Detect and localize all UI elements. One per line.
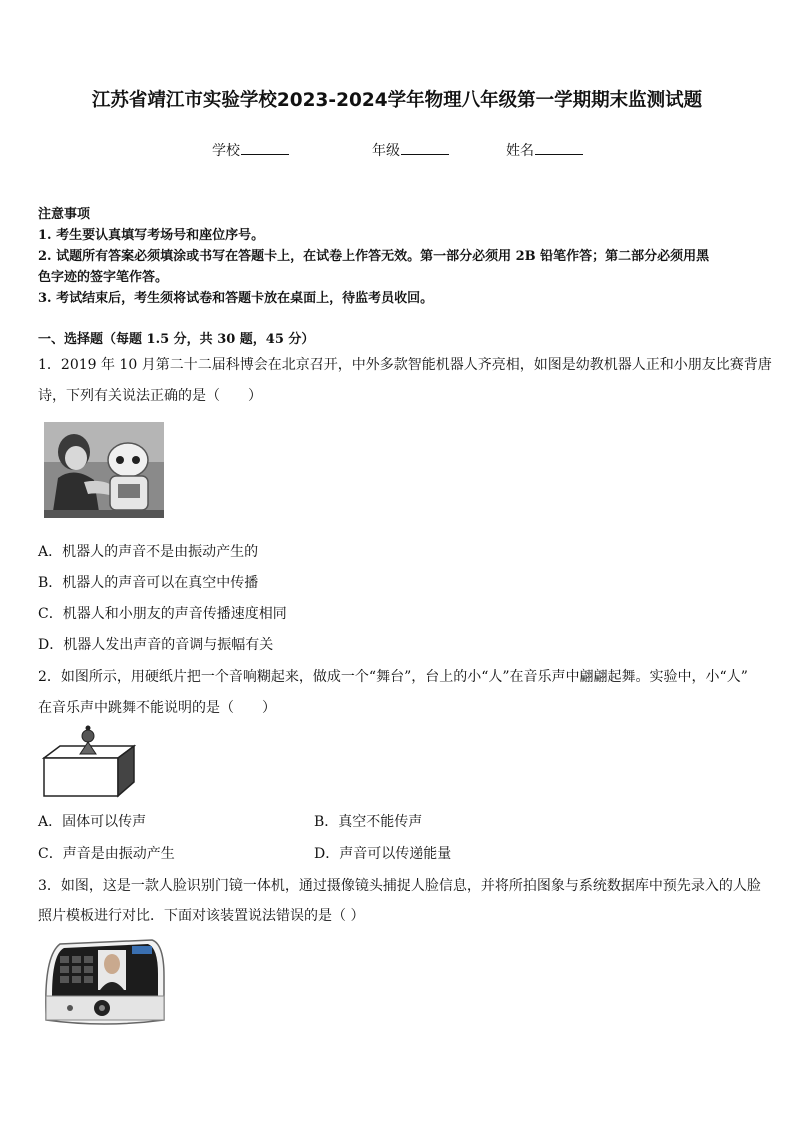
grade-field[interactable]: [372, 140, 449, 160]
question-2-line-2: 在音乐声中跳舞不能说明的是（ ）: [38, 700, 276, 716]
question-3-line-1: 3．如图，这是一款人脸识别门镜一体机，通过摄像镜头捕捉人脸信息，并将所拍图象与系统数据库中预先录入的人脸: [38, 878, 761, 894]
school-label: 学校: [212, 143, 240, 159]
section-heading: 一、选择题（每题 1.5 分，共 30 题，45 分）: [38, 332, 315, 347]
question-3-line-2: 照片模板进行对比．下面对该装置说法错误的是（ ）: [38, 908, 365, 924]
q1-option-b[interactable]: B．机器人的声音可以在真空中传播: [38, 575, 259, 591]
name-field[interactable]: [506, 140, 583, 160]
note-item: 色字迹的签字笔作答。: [38, 270, 169, 285]
speaker-stage-illustration: [40, 724, 136, 798]
question-1-line-1: 1．2019 年 10 月第二十二届科博会在北京召开，中外多款智能机器人齐亮相，如图是幼教机器人正和小朋友比赛背唐: [38, 357, 772, 373]
school-field[interactable]: [212, 140, 289, 160]
q2-option-a[interactable]: A．固体可以传声: [38, 814, 147, 830]
name-blank[interactable]: [535, 140, 583, 155]
q1-option-c[interactable]: C．机器人和小朋友的声音传播速度相同: [38, 606, 287, 622]
note-item: 2. 试题所有答案必须填涂或书写在答题卡上，在试卷上作答无效。第一部分必须用 2B 铅笔作答；第二部分必须用黑: [38, 249, 710, 264]
grade-blank[interactable]: [401, 140, 449, 155]
notes-heading: 注意事项: [38, 207, 91, 222]
q2-option-b[interactable]: B．真空不能传声: [314, 814, 423, 830]
note-item: 3. 考试结束后，考生须将试卷和答题卡放在桌面上，待监考员收回。: [38, 291, 434, 306]
grade-label: 年级: [372, 143, 400, 159]
question-2-line-1: 2．如图所示，用硬纸片把一个音响糊起来，做成一个“舞台”，台上的小“人”在音乐声中翩翩起舞。实验中，小“人”: [38, 669, 748, 685]
page-title: 江苏省靖江市实验学校2023-2024学年物理八年级第一学期期末监测试题: [91, 90, 703, 111]
q1-option-a[interactable]: A．机器人的声音不是由振动产生的: [38, 544, 259, 560]
q1-option-d[interactable]: D．机器人发出声音的音调与振幅有关: [38, 637, 274, 653]
school-blank[interactable]: [241, 140, 289, 155]
q2-option-d[interactable]: D．声音可以传递能量: [314, 846, 452, 862]
q2-option-c[interactable]: C．声音是由振动产生: [38, 846, 175, 862]
question-1-line-2: 诗，下列有关说法正确的是（ ）: [38, 388, 262, 404]
robot-child-photo: [44, 422, 164, 518]
name-label: 姓名: [506, 143, 534, 159]
note-item: 1. 考生要认真填写考场号和座位序号。: [38, 228, 265, 243]
face-recognition-device-photo: [40, 936, 168, 1028]
